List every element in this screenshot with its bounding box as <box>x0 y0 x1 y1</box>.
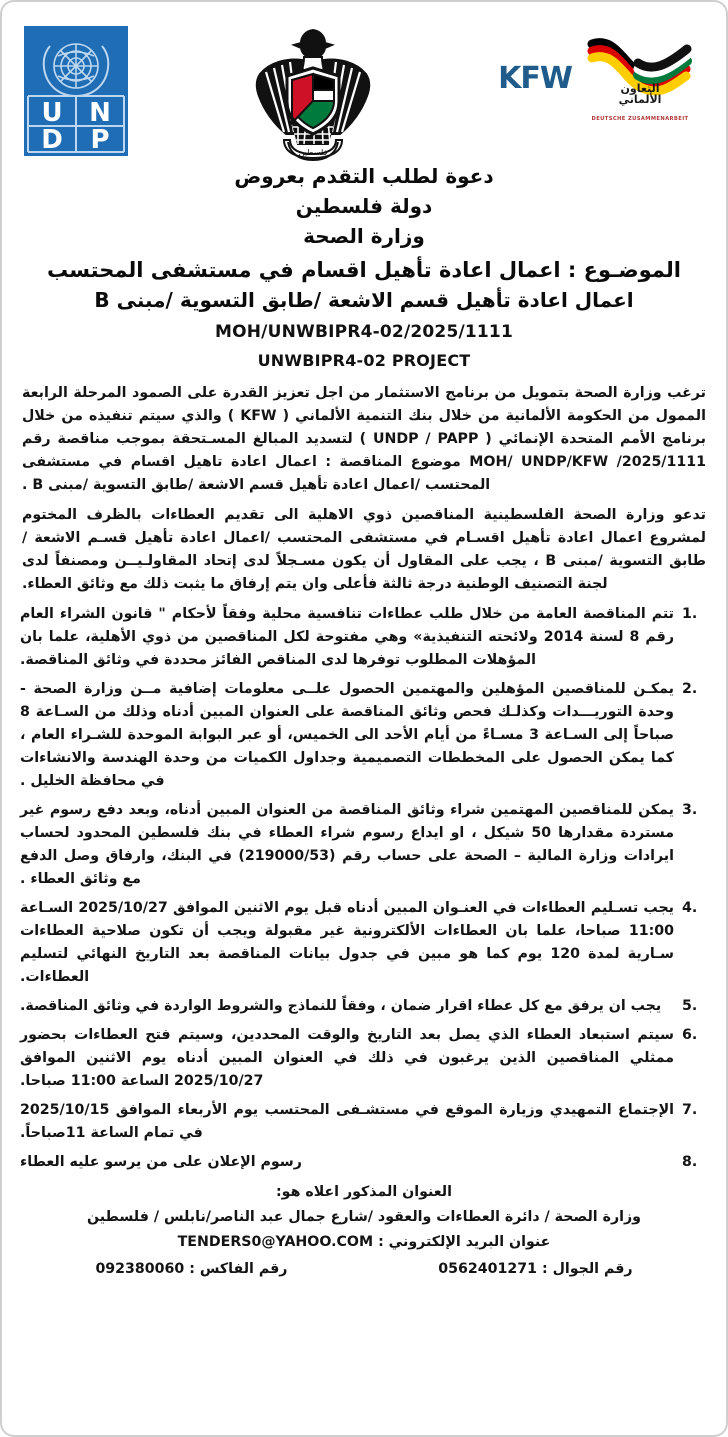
list-item <box>20 1099 708 1145</box>
list-item-number: 8. <box>682 1154 698 1171</box>
list-item <box>20 799 708 891</box>
page-title: دعوة لطلب التقدم بعروض <box>234 164 494 188</box>
undp-letter-n: N <box>89 98 111 128</box>
list-item <box>20 995 708 1018</box>
list-item-number: 4. <box>682 900 698 917</box>
german-flag-swoosh-icon <box>586 34 694 122</box>
fax-label: رقم الفاكس : <box>189 1260 288 1277</box>
list-item-text: رسوم الإعلان على من يرسو عليه العطاء <box>20 1154 302 1171</box>
intro-paragraph-invitation: تدعو وزارة الصحة الفلسطينية المناقصين ذوي الاهلية الى تقديم العطاءات بالظرف المختوم لمشروع اعمال اعادة تأهيل اقسـام في مستشفى المحتسب /اعمال اعادة تأهيل قسـم الاشعة /طابق التسوية /مبنى B ، يجب على المقاول أن يكون مسـجلاً لدى إتحاد المقاولـيــن ومصنفاً لدى لجنة التصنيف الوطنية درجة ثالثة فأعلى وان يتم إرفاق ما يثبت ذلك مع وثائق العطاء. <box>22 507 706 593</box>
list-item-text: تتم المناقصة العامة من خلال طلب عطاءات تنافسية محلية وفقاً لأحكام " قانون الشراء العام رقم 8 لسنة 2014 ولائحته التنفيذية» وهي مفتوحة لكل المناقصين من ذوي الأهلية، علما بان المؤهلات المطلوب توفرها لدى المناقص الفائز محددة في وثائق المناقصة. <box>20 606 674 669</box>
list-item <box>20 897 708 989</box>
kfw-wordmark: KFW <box>498 60 572 96</box>
list-item-text: سيتم استبعاد العطاء الذي يصل بعد التاريخ والوقت المحددين، وسيتم فتح العطاءات بحضور ممثلي المناقصين الذين يرغبون في ذلك في العنوان المبين أدناه يوم الاثنين الموافق 2025/10/27 الساعة 11:00 صباحا. <box>20 1027 674 1090</box>
list-item <box>20 603 708 672</box>
list-item <box>20 1151 708 1174</box>
german-cooperation-logo <box>498 34 694 122</box>
tender-conditions-list <box>20 603 708 1174</box>
list-item-text: يجب تسـليم العطاءات في العنـوان المبين أدناه قبل يوم الاثنين الموافق 2025/10/27 السـاعة 11:00 صباحا، علما بان العطاءات الألكترونية غير مقبولة ويجب أن تكون صلاحية العطاءات سـارية لمدة 120 يوم كما هو مبين في جدول بيانات المناقصة بعد التاريخ النهائي لتسليم العطاءات. <box>20 900 674 986</box>
list-item-number: 1. <box>682 606 698 623</box>
list-item <box>20 678 708 793</box>
list-item-number: 3. <box>682 802 698 819</box>
subject-line-1: الموضـوع : اعمال اعادة تأهيل اقسام في مستشفى المحتسب <box>47 257 681 282</box>
undp-letter-p: P <box>90 125 110 155</box>
german-cooperation-logo-slot <box>498 18 704 122</box>
list-item-text: يجب ان يرفق مع كل عطاء اقرار ضمان ، وفقاً للنماذج والشروط الواردة في وثائق المناقصة. <box>20 998 662 1015</box>
list-item-number: 6. <box>682 1027 698 1044</box>
undp-letter-u: U <box>41 98 63 128</box>
fax-number <box>95 1257 287 1281</box>
list-item-number: 7. <box>682 1102 698 1119</box>
subject-line-2: اعمال اعادة تأهيل قسم الاشعة /طابق التسوية /مبنى B <box>94 288 634 313</box>
address-intro: العنوان المذكور اعلاه هو: <box>276 1184 452 1201</box>
email-label: عنوان البريد الإلكتروني : <box>378 1234 551 1251</box>
postal-address: وزارة الصحة / دائرة العطاءات والعقود /شارع جمال عبد الناصر/نابلس / فلسطين <box>86 1209 641 1226</box>
address-block <box>20 1180 708 1281</box>
german-cooperation-german-caption: DEUTSCHE ZUSAMMENARBEIT <box>591 116 689 122</box>
email-row <box>20 1230 708 1254</box>
ministry-name: وزارة الصحة <box>303 224 425 249</box>
list-item <box>20 1024 708 1093</box>
contact-row <box>20 1257 708 1281</box>
german-cooperation-arabic-caption: التعاون الألماني <box>618 81 662 107</box>
intro-paragraph-funding: ترغب وزارة الصحة بتمويل من برنامج الاستثمار من اجل تعزيز القدرة على الصمود المرحلة الرابعة الممول من الحكومة الألمانية من خلال بنك التنمية الألماني ( KFW ) والذي سيتم تنفيذه من خلال برنامج الأمم المتحدة الإنمائي ( UNDP / PAPP ) لتسديد المبالغ المسـتحقة بموجب مناقصة رقم MOH/ UNDP/KFW /2025/1111 موضوع المناقصة : اعمال اعادة تاهيل اقسام في مستشفى المحتسب /اعمال اعادة تأهيل قسم الاشعة /طابق التسوية /مبنى B . <box>22 385 706 494</box>
list-item-text: يمكـن للمناقصين المؤهلين والمهتمين الحصول علــى معلومات إضافية مــن وزارة الصحة - وحدة التوريـــدات وكذلـك فحص وثائق المناقصة على العنوان المبين أدناه وذلك من السـاعة 8 صباحاً إلى السـاعة 3 مسـاءً من أيام الأحد الى الخميس، أو عبر البوابة الموحدة للشـراء العام ، كما يمكن الحصول على المخططات التصميمية وجداول الكميات من وحدة الهندسة والانشاءات في محافظة الخليل . <box>20 681 674 790</box>
fax-value: 092380060 <box>95 1260 185 1277</box>
email-value[interactable]: TENDERS0@YAHOO.COM <box>177 1234 374 1251</box>
mobile-label: رقم الجوال : <box>541 1260 633 1277</box>
palestine-emblem-caption: فلسطين <box>298 148 328 157</box>
tender-reference-number: MOH/UNWBIPR4-02/2025/1111 <box>214 322 513 343</box>
mobile-number <box>438 1257 632 1281</box>
palestine-coat-of-arms <box>244 24 382 164</box>
project-code: UNWBIPR4-02 PROJECT <box>257 351 471 371</box>
state-name: دولة فلسطين <box>295 194 433 219</box>
list-item-text: يمكن للمناقصين المهتمين شراء وثائق المناقصة من العنوان المبين أدناه، وبعد دفع رسوم غير مستردة مقدارها 50 شيكل ، او ايداع رسوم شراء العطاء في بنك فلسطين المحدود لحساب ايرادات وزارة المالية – الصحة على حساب رقم (219000/53) في البنك، وارفاق وصل الدفع مع وثائق العطاء . <box>20 802 674 888</box>
list-item-number: 5. <box>682 998 698 1015</box>
logo-header <box>20 12 708 162</box>
list-item-number: 2. <box>682 681 698 698</box>
title-block <box>20 164 708 370</box>
mobile-value: 0562401271 <box>438 1260 537 1277</box>
undp-letter-d: D <box>41 125 63 155</box>
list-item-text: الإجتماع التمهيدي وزيارة الموقع في مستشـفى المحتسب يوم الأربعاء الموافق 2025/10/15 في تمام الساعة 11صباحاً. <box>20 1102 674 1142</box>
undp-logo <box>24 26 128 156</box>
